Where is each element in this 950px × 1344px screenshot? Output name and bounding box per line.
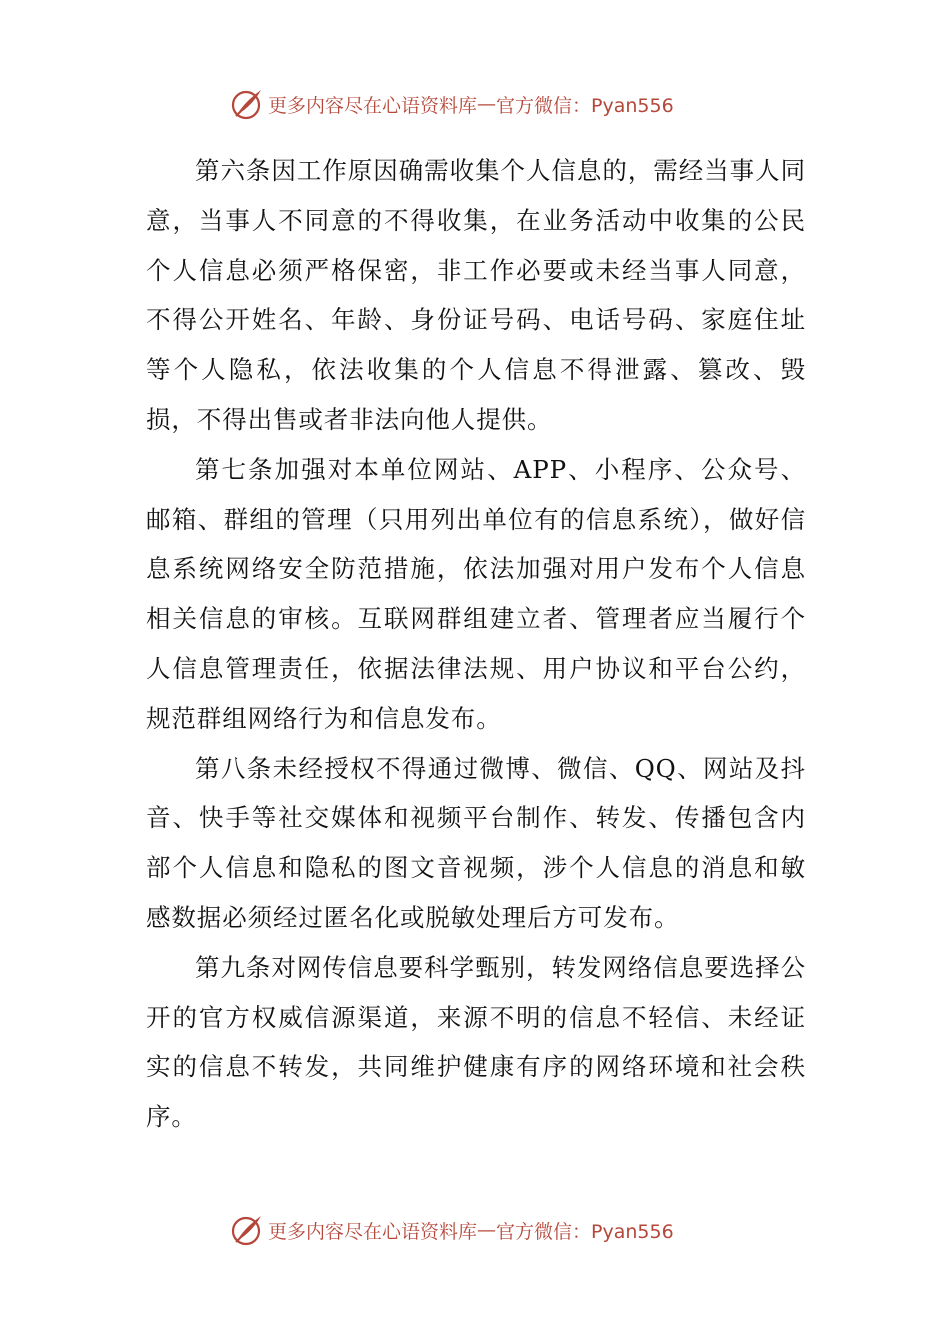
quill-logo-icon bbox=[228, 1212, 264, 1248]
article-9-paragraph: 第九条对网传信息要科学甄别，转发网络信息要选择公开的官方权威信源渠道，来源不明的信息不轻信、未经证实的信息不转发，共同维护健康有序的网络环境和社会秩序。 bbox=[146, 952, 806, 1132]
watermark-dash: — bbox=[477, 1219, 497, 1241]
watermark-main-text: 更多内容尽在心语资料库 bbox=[268, 1220, 478, 1243]
article-7-paragraph: 第七条加强对本单位网站、APP、小程序、公众号、邮箱、群组的管理（只用列出单位有的信息系统），做好信息系统网络安全防范措施，依法加强对用户发布个人信息相关信息的审核。互联网群组建立者、管理者应当履行个人信息管理责任，依据法律法规、用户协议和平台公约，规范群组网络行为和信息发布。 bbox=[146, 454, 806, 733]
watermark-sub-text: 官方微信：Pyan556 bbox=[496, 94, 674, 117]
watermark-main-text: 更多内容尽在心语资料库 bbox=[268, 94, 478, 117]
article-8-paragraph: 第八条未经授权不得通过微博、微信、QQ、网站及抖音、快手等社交媒体和视频平台制作、转发、传播包含内部个人信息和隐私的图文音视频，涉个人信息的消息和敏感数据必须经过匿名化或脱敏处理后方可发布。 bbox=[146, 753, 806, 932]
footer-watermark bbox=[228, 1210, 748, 1250]
watermark-sub-text: 官方微信：Pyan556 bbox=[496, 1220, 674, 1243]
quill-logo-icon bbox=[228, 86, 264, 122]
article-6-paragraph: 第六条因工作原因确需收集个人信息的，需经当事人同意，当事人不同意的不得收集，在业务活动中收集的公民个人信息必须严格保密，非工作必要或未经当事人同意，不得公开姓名、年龄、身份证号码、电话号码、家庭住址等个人隐私，依法收集的个人信息不得泄露、篡改、毁损，不得出售或者非法向他人提供。 bbox=[146, 156, 806, 434]
watermark-dash: — bbox=[477, 93, 497, 115]
header-watermark bbox=[228, 84, 748, 124]
document-body bbox=[146, 146, 806, 1142]
